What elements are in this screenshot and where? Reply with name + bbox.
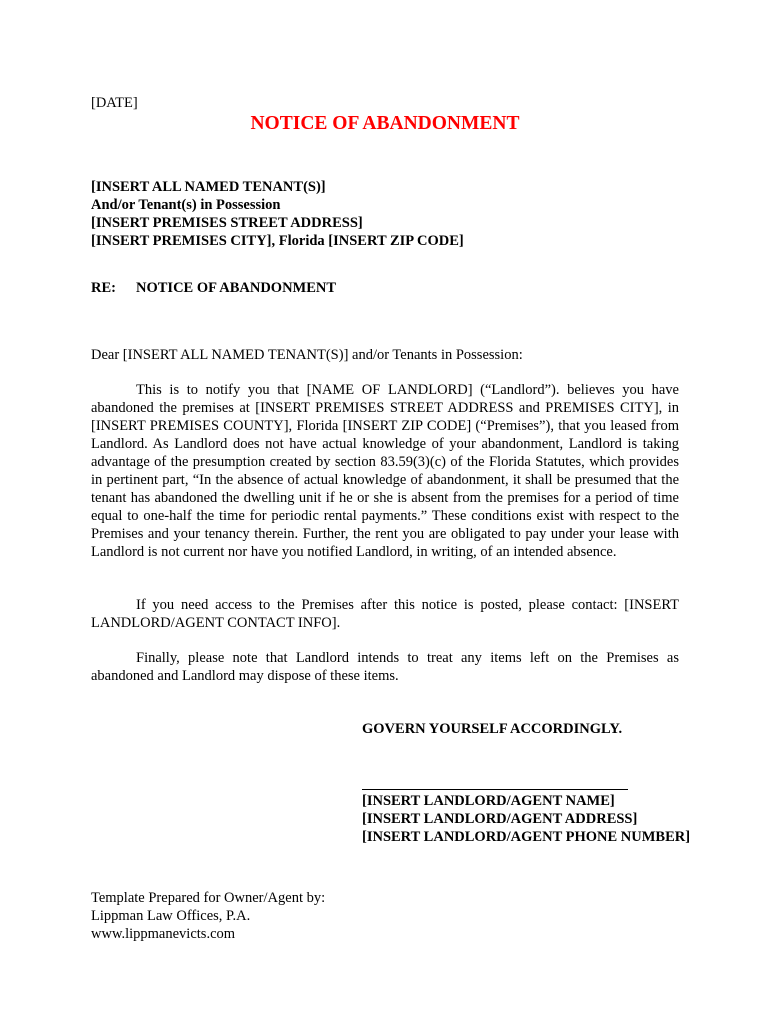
body-paragraph-items: Finally, please note that Landlord intends to treat any items left on the Premises as abandoned and Landlord may dispose of these items. [91, 650, 679, 684]
closing-govern: GOVERN YOURSELF ACCORDINGLY. [362, 721, 623, 737]
re-subject: NOTICE OF ABANDONMENT [136, 280, 337, 296]
body-paragraph-access: If you need access to the Premises after this notice is posted, please contact: [INSERT LANDLORD/AGENT CONTACT INFO]. [91, 597, 679, 631]
signature-line [362, 789, 628, 790]
salutation: Dear [INSERT ALL NAMED TENANT(S)] and/or Tenants in Possession: [91, 347, 523, 363]
document-title: NOTICE OF ABANDONMENT [250, 113, 520, 134]
signer-name: [INSERT LANDLORD/AGENT NAME] [362, 793, 615, 809]
footer-website: www.lippmanevicts.com [91, 926, 236, 942]
template-footer [91, 889, 325, 943]
body-paragraph-notice: This is to notify you that [NAME OF LANDLORD] (“Landlord”). believes you have abandoned the premises at [INSERT PREMISES STREET ADDRESS and PREMISES CITY], in [INSERT PREMISES COUNTY], Florida [INSERT ZIP CODE] (“Premises”), that you leased from Landlord. As Landlord does not have actual knowledge of your abandonment, Landlord is taking advantage of the presumption created by section 83.59(3)(c) of the Florida Statutes, which provides in pertinent part, “In the absence of actual knowledge of abandonment, it shall be presumed that the tenant has abandoned the dwelling unit if he or she is absent from the premises for a period of time equal to one-half the time for periodic rental payments.” These conditions exist with respect to the Premises and your tenancy therein. Further, the rent you are obligated to pay under your lease with Landlord is not current nor have you notified Landlord, in writing, of an intended absence. [91, 382, 679, 560]
footer-prepared-by: Template Prepared for Owner/Agent by: [91, 890, 326, 906]
footer-firm-name: Lippman Law Offices, P.A. [91, 908, 251, 924]
date-placeholder: [DATE] [91, 95, 138, 111]
signer-phone: [INSERT LANDLORD/AGENT PHONE NUMBER] [362, 829, 691, 845]
re-line [91, 279, 336, 297]
re-label: RE: [91, 280, 116, 296]
signer-address: [INSERT LANDLORD/AGENT ADDRESS] [362, 811, 638, 827]
recipient-address-block [91, 178, 464, 250]
signature-block [362, 792, 690, 846]
recipient-tenant-names: [INSERT ALL NAMED TENANT(S)] [91, 179, 326, 195]
recipient-city-zip: [INSERT PREMISES CITY], Florida [INSERT ZIP CODE] [91, 233, 464, 249]
recipient-possession-line: And/or Tenant(s) in Possession [91, 197, 281, 213]
recipient-street-address: [INSERT PREMISES STREET ADDRESS] [91, 215, 363, 231]
